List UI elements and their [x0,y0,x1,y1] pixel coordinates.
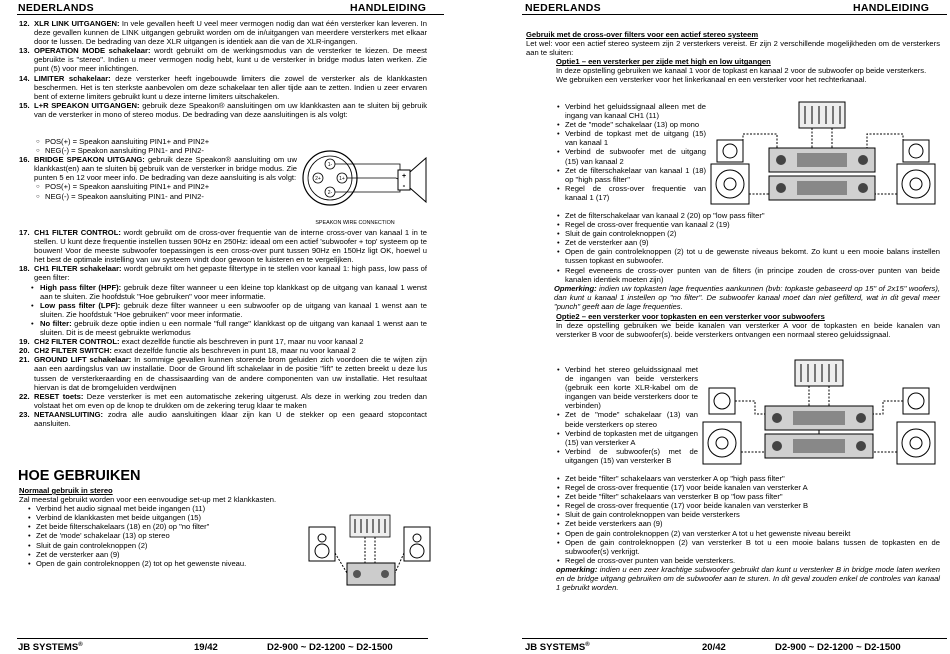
header-language: NEDERLANDS [525,2,601,14]
pin-item: ○ POS(+) = Speakon aansluiting PIN1+ and PIN2+ [45,182,297,191]
content-block-top [19,19,427,119]
footer-page-number: 20/42 [702,642,726,653]
numbered-list [19,155,297,182]
footer-models: D2-900 ~ D2-1200 ~ D2-1500 [267,642,393,653]
header-title: HANDLEIDING [350,2,427,14]
bullet-item: • Regel de cross-over frequentie (17) voor beide kanalen van versterker A [556,483,940,492]
list-item: 19. CH2 FILTER CONTROL: exact dezelfde functie als beschreven in punt 17, maar nu voor kanaal 2 [19,337,364,347]
filter-list [19,283,427,338]
list-item: 14. LIMITER schakelaar: deze versterker heeft ingebouwde limiters die zowel de versterker als de klankkasten beschermen. Het is ten sterkste aanbevolen om deze schakelaar ten aller tijde aan te zetten. Indien u zeer ervaren bent of externe limiters gebruikt kunt u deze interne limiters uitschakelen. [19,73,427,101]
footer-models: D2-900 ~ D2-1200 ~ D2-1500 [775,642,901,653]
diagram-caption: SPEAKON WIRE CONNECTION [315,220,395,226]
option2-paragraph: In deze opstelling gebruiken we beide kanalen van versterker A voor de topkasten en beide kanalen van versterker B voor de subwoofer(s). beide versterkers ontvangen een normaal stereo geluidssignaal. [556,321,940,340]
bullet-item: • Regel eveneens de cross-over punten van de filters (in principe zouden de cross-over punten van beide kanalen identiek moeten zijn) [556,266,940,284]
option2-note: opmerking: indien u een zeer krachtige subwoofer gebruikt dan kunt u versterker B in bridge mode laten werken en de bridge uitgang gebruiken om de subwoofer aan te sturen. In dit geval zouden enkel de controles van kanaal 1 gebruikt worden. [556,564,940,593]
header-rule [17,14,444,15]
bullet-item: • Regel de cross-over punten van beide versterkers. [556,556,940,565]
option1-paragraph: We gebruiken een versterker voor het linkerkanaal en een versterker voor het rechterkanaal. [556,75,867,85]
pin-list-16 [19,182,297,200]
list-item-18: 18. CH1 FILTER schakelaar: wordt gebruikt om het gepaste filtertype in te stellen voor kanaal 1: high pass, low pass of geen filter: [19,264,427,283]
filter-item: • Low pass filter (LPF): gebruik deze filter wanneer u een subwoofer op de uitgang van kanaal 1 wenst aan te sluiten. Zie hoofdstuk "Hoe gebruiken" voor meer informatie. [31,301,427,319]
list-item: 15. L+R SPEAKON UITGANGEN: gebruik deze Speakon® aansluitingen om uw klankkasten aan te sluiten bij gebruik van de versterker in mono of stereo modus. De bedrading van deze aansluitingen is als volgt: [19,100,427,119]
pin-label: 2- [327,190,333,196]
option2-bullets-wide [556,474,940,592]
content-intro [526,30,940,85]
bullet-item: • Verbind de klankkasten met beide uitgangen (15) [27,513,319,522]
list-item: 13. OPERATION MODE schakelaar: wordt gebruikt om de werkingsmodus van de versterker te kiezen. De meest gebruikte is "stereo". Indien u meer vermogen nodig hebt, kunt u de versterker in bridge modus laten werken. Zie punt (5) voor meer inlichtingen. [19,46,427,74]
bullet-item: • Open de gain controleknoppen (2) tot op het gewenste niveau. [27,559,319,568]
bullet-item: • Regel de cross-over frequentie van kanaal 1 (17) [556,184,706,202]
bullet-list [19,504,319,568]
list-item: 23. NETAANSLUITING: zodra alle audio aansluitingen klaar zijn kan U de stekker op een geaard stopcontact aansluiten. [19,409,427,428]
bullet-item: • Zet de filterschakelaar van kanaal 1 (18) op "high pass filter" [556,166,706,184]
numbered-list [19,19,427,119]
bullet-item: • Zet de "mode" schakelaar (13) op mono [556,120,706,129]
content-block-pins [19,137,297,201]
list-item: 21. GROUND LIFT schakelaar: In sommige gevallen kunnen storende brom geluiden zich voordoen die te wijten zijn aan een aardingslus van uw installatie. Door de Ground lift schakelaar in de positie "lift" te zetten breekt u deze lus tussen de versterkeraarding en de chassisaarding van de andere componenten van uw installatie. Het resultaat hiervan is dat de bromgeluiden verdwijnen [19,355,427,392]
footer-rule [522,638,947,639]
option1-title: Optie1 – een versterker per zijde met high en low uitgangen [556,57,771,67]
option2-setup-diagram [699,358,939,470]
header-rule [522,14,947,15]
polarity-plus: + [401,173,407,180]
bullet-list [556,102,706,202]
stereo-setup-diagram [305,513,435,595]
pin-item: ○ NEG(-) = Speakon aansluiting PIN1- and PIN2- [45,192,297,201]
header-title: HANDLEIDING [853,2,930,14]
bullet-item: • Verbind de subwoofer(s) met de uitgangen (15) van versterker B [556,447,698,465]
footer-brand: JB SYSTEMS® [525,642,590,654]
list-item: 12. XLR LINK UITGANGEN: In vele gevallen heeft U veel meer vermogen nodig dan wat één versterker kan leveren. In deze gevallen kunnen de LINK uitgangen gebruikt worden om de in/uitgangen van meerdere versterkers met elkaar door te lussen. De bedrading van deze XLR uitgangen is identiek aan die van de XLR-ingangen. [19,19,427,47]
footer-page-number: 19/42 [194,642,218,653]
content-block-usage [19,486,319,568]
section-subheading: Normaal gebruik in stereo [19,486,113,495]
bullet-item: • Sluit de gain controleknoppen van beide versterkers [556,510,940,519]
option1-bullets-wide [556,211,940,339]
option1-bullets-narrow [556,102,706,202]
numbered-list [19,337,427,428]
numbered-list [19,228,427,283]
content-block-filters [19,228,427,428]
footer-brand: JB SYSTEMS® [18,642,83,654]
bullet-item: • Zet beide filterschakelaars (18) en (20) op "no filter" [27,522,319,531]
bullet-item: • Regel de cross-over frequentie van kanaal 2 (19) [556,220,940,229]
bullet-item: • Sluit de gain controleknoppen (2) [556,229,940,238]
option2-title: Optie2 – een versterker voor topkasten en een versterker voor subwoofers [556,312,825,322]
option1-paragraph: In deze opstelling gebruiken we kanaal 1 voor de topkast en kanaal 2 voor de subwoofer op beide versterkers. [556,66,927,76]
option2-bullets-narrow [556,365,698,465]
page-20 [475,0,950,654]
bullet-item: • Verbind het audio signaal met beide ingangen (11) [27,504,319,513]
bullet-item: • Zet de versterker aan (9) [27,550,319,559]
pin-label: 1- [327,162,333,168]
bullet-list [556,365,698,465]
bullet-item: • Verbind het geluidssignaal alleen met de ingang van kanaal CH1 (11) [556,102,706,120]
pin-label: 1+ [339,176,345,182]
option1-note: Opmerking: indien uw topkasten lage frequenties aankunnen (bvb: topkaste gebaseerd op 15" of 2x15" woofers), dan kunt u kanaal 1 instellen op "no filter". De subwoofer kanaal moet dan niet gefilterd, wat in dit geval meer "punch" geeft aan de lage frequenties. [554,283,940,311]
header-language: NEDERLANDS [18,2,94,14]
bullet-item: • Zet de "mode" schakelaar (13) van beide versterkers op stereo [556,410,698,428]
footer-rule [17,638,428,639]
bullet-item: • Zet beide versterkers aan (9) [556,519,940,528]
bullet-item: • Zet beide "filter" schakelaars van versterker A op "high pass filter" [556,474,940,483]
intro-text: Let wel: voor een actief stereo systeem zijn 2 versterkers vereist. Er zijn 2 verschillende mogelijkheden om de versterkers aan te sluiten: [526,39,940,58]
bullet-item: • Sluit de gain controleknoppen (2) [27,541,319,550]
filter-item: • High pass filter (HPF): gebruik deze filter wanneer u een kleine top klankkast op de uitgang van kanaal 1 wenst aan te sluiten. Zie hoofdstuk "Hoe gebruiken" voor meer informatie. [31,283,427,301]
pin-label: 2+ [315,176,321,182]
pin-item: ○ POS(+) = Speakon aansluiting PIN1+ and PIN2+ [45,137,297,146]
option1-setup-diagram [707,98,939,210]
bullet-item: • Verbind het stereo geluidssignaal met de ingangen van beide versterkers (gebruik een korte XLR-kabel om de ingangen van beide versterkers door te verbinden) [556,365,698,410]
bullet-list [556,474,940,565]
bullet-item: • Open de gain controleknoppen (2) tot u de gewenste niveaus bekomt. Zo kunt u een mooie balans instellen tussen topkast en subwoofer. [556,247,940,265]
bullet-item: • Zet de filterschakelaar van kanaal 2 (20) op "low pass filter" [556,211,940,220]
bullet-item: • Regel de cross-over frequentie (17) voor beide kanalen van versterker B [556,501,940,510]
list-item: 22. RESET toets: Deze versterker is met een automatische zekering uitgerust. Als deze in werking zou treden dan volstaat het om even op de knop te drukken om de zekering terug klaar te maken [19,391,427,410]
intro-text: Zal meestal gebruikt worden voor een eenvoudige set-up met 2 klankkasten. [19,495,277,505]
bullet-item: • Zet beide "filter" schakelaars van versterker B op "low pass filter" [556,492,940,501]
bullet-item: • Zet de versterker aan (9) [556,238,940,247]
polarity-minus: - [402,181,406,190]
list-item-16: 16. BRIDGE SPEAKON UITGANG: gebruik deze Speakon® aansluiting om uw klankkast(en) aan te sluiten bij gebruik van de versterker in bridge modus. Zie punten 5 en 12 voor meer info. De bedrading van deze aansluiting is als volgt: [19,155,297,183]
pin-list-15 [19,137,297,155]
section-heading: HOE GEBRUIKEN [18,468,141,484]
list-item: 20. CH2 FILTER SWITCH: exact dezelfde functie als beschreven in punt 18, maar nu voor kanaal 2 [19,346,356,356]
bullet-item: • Zet de 'mode' schakelaar (13) op stereo [27,531,319,540]
list-item-17: 17. CH1 FILTER CONTROL: wordt gebruikt om de cross-over frequentie van de interne cross-over van kanaal 1 in te stellen. U kunt deze frequentie instellen tussen 90Hz en 250Hz: ideaal om een actief 'subwoofer + top' systeem op te bouwen! Voor de meeste subwoofer toepassingen is een cross-over punt tussen 90Hz en 150Hz ligt OK, hoewel u het best de optimale instelling van uw systeem vindt door gewoon te luisteren en te vergelijken. [19,228,427,265]
filter-item: • No filter: gebruik deze optie indien u een normale "full range" klankkast op de uitgang van kanaal 1 wenst aan te sluiten. Dit is de meest gebruikte werkmodus [31,319,427,337]
bullet-item: • Open de gain controleknoppen (2) van versterker B tot u een mooie balans tussen de topkasten en de subwoofer(s) verkrijgt. [556,538,940,556]
speakon-wire-diagram [300,148,430,228]
bullet-list [556,211,940,284]
section-title: Gebruik met de cross-over filters voor een actief stereo systeem [526,30,759,39]
bullet-item: • Verbind de subwoofer met de uitgang (15) van kanaal 2 [556,147,706,165]
bullet-item: • Open de gain controleknoppen (2) van versterker A tot u het gewenste niveau bereikt [556,529,940,538]
bullet-item: • Verbind de topkast met de uitgang (15) van kanaal 1 [556,129,706,147]
bullet-item: • Verbind de topkasten met de uitgangen (15) van versterker A [556,429,698,447]
pin-item: ○ NEG(-) = Speakon aansluiting PIN1- and PIN2- [45,146,297,155]
